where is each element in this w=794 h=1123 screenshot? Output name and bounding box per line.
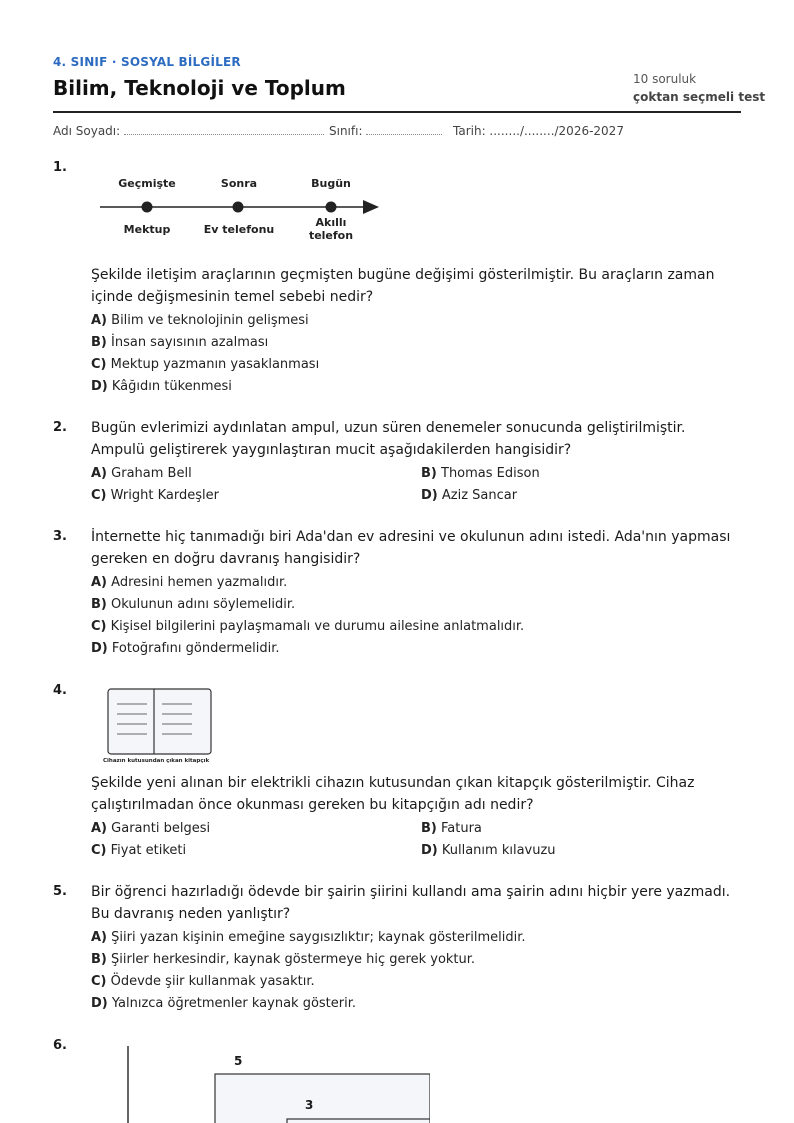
booklet-icon xyxy=(107,688,213,756)
timeline-item-smartphone: Akıllı telefon xyxy=(308,216,354,242)
timeline-label-later: Sonra xyxy=(220,177,258,190)
option-5d[interactable]: D) Yalnızca öğretmenler kaynak gösterir. xyxy=(91,996,357,1011)
option-4b[interactable]: B) Fatura xyxy=(421,821,482,836)
figure-label-5: 5 xyxy=(234,1054,243,1068)
class-blank[interactable] xyxy=(366,124,442,135)
timeline-item-letter: Mektup xyxy=(123,223,171,236)
question-stem-2: Bugün evlerimizi aydınlatan ampul, uzun süren denemeler sonucunda geliştirilmiştir. Ampulü geliştirerek yaygınlaştıran mucit aşağıdakilerden hangisidir? xyxy=(91,420,686,458)
timeline-dot xyxy=(142,202,153,213)
question-number-4: 4. xyxy=(53,683,67,698)
option-5a[interactable]: A) Şiiri yazan kişinin emeğine saygısızlıktır; kaynak gösterilmelidir. xyxy=(91,930,526,945)
timeline-item-home-phone: Ev telefonu xyxy=(203,223,275,236)
timeline-dot xyxy=(233,202,244,213)
question-stem-1: Şekilde iletişim araçlarının geçmişten bugüne değişimi gösterilmiştir. Bu araçların zaman içinde değişmesinin temel sebebi nedir? xyxy=(91,267,715,305)
timeline-arrow xyxy=(363,200,379,214)
date-field[interactable]: Tarih: ......../......../2026-2027 xyxy=(453,124,624,138)
option-4d[interactable]: D) Kullanım kılavuzu xyxy=(421,843,556,858)
class-label: Sınıfı: xyxy=(329,124,363,138)
option-1b[interactable]: B) İnsan sayısının azalması xyxy=(91,335,269,350)
grade-subject-label: 4. SINIF · SOSYAL BİLGİLER xyxy=(53,55,241,69)
page-title: Bilim, Teknoloji ve Toplum xyxy=(53,76,346,100)
option-2b[interactable]: B) Thomas Edison xyxy=(421,466,540,481)
question-number-1: 1. xyxy=(53,160,67,175)
option-2c[interactable]: C) Wright Kardeşler xyxy=(91,488,219,503)
question-number-3: 3. xyxy=(53,529,67,544)
timeline-label-today: Bugün xyxy=(311,177,351,190)
option-1c[interactable]: C) Mektup yazmanın yasaklanması xyxy=(91,357,320,372)
timeline-label-past: Geçmişte xyxy=(118,177,176,190)
question-stem-4: Şekilde yeni alınan bir elektrikli cihazın kutusundan çıkan kitapçık gösterilmiştir. Cihaz çalıştırılmadan önce okunması gereken bu kitapçığın adı nedir? xyxy=(91,775,695,813)
option-3b[interactable]: B) Okulunun adını söylemelidir. xyxy=(91,597,296,612)
figure-label-3: 3 xyxy=(305,1098,314,1112)
option-3c[interactable]: C) Kişisel bilgilerini paylaşmamalı ve durumu ailesine anlatmalıdır. xyxy=(91,619,525,634)
option-5b[interactable]: B) Şiirler herkesindir, kaynak göstermeye hiç gerek yoktur. xyxy=(91,952,476,967)
option-2a[interactable]: A) Graham Bell xyxy=(91,466,192,481)
question-number-2: 2. xyxy=(53,420,67,435)
option-1a[interactable]: A) Bilim ve teknolojinin gelişmesi xyxy=(91,313,309,328)
name-blank[interactable] xyxy=(124,124,324,135)
option-5c[interactable]: C) Ödevde şiir kullanmak yasaktır. xyxy=(91,974,315,989)
option-4c[interactable]: C) Fiyat etiketi xyxy=(91,843,187,858)
question-count: 10 soruluk xyxy=(633,72,697,86)
question-stem-3: İnternette hiç tanımadığı biri Ada'dan ev adresini ve okulunun adını istedi. Ada'nın yapması gereken en doğru davranış hangisidir? xyxy=(91,529,731,567)
option-4a[interactable]: A) Garanti belgesi xyxy=(91,821,211,836)
question-number-5: 5. xyxy=(53,884,67,899)
option-3d[interactable]: D) Fotoğrafını göndermelidir. xyxy=(91,641,280,656)
nested-boxes-figure xyxy=(120,1044,430,1123)
option-2d[interactable]: D) Aziz Sancar xyxy=(421,488,518,503)
name-label: Adı Soyadı: xyxy=(53,124,121,138)
option-3a[interactable]: A) Adresini hemen yazmalıdır. xyxy=(91,575,288,590)
question-stem-5: Bir öğrenci hazırladığı ödevde bir şairin şiirini kullandı ama şairin adını hiçbir yere yazmadı. Bu davranış neden yanlıştır? xyxy=(91,884,731,922)
class-field[interactable] xyxy=(329,124,442,138)
test-type: çoktan seçmeli test xyxy=(633,90,766,104)
header-rule xyxy=(53,111,741,113)
option-1d[interactable]: D) Kâğıdın tükenmesi xyxy=(91,379,232,394)
question-number-6: 6. xyxy=(53,1038,67,1053)
timeline-dot xyxy=(326,202,337,213)
student-name-field[interactable] xyxy=(53,124,324,138)
figure-caption: Cihazın kutusundan çıkan kitapçık xyxy=(103,758,210,764)
